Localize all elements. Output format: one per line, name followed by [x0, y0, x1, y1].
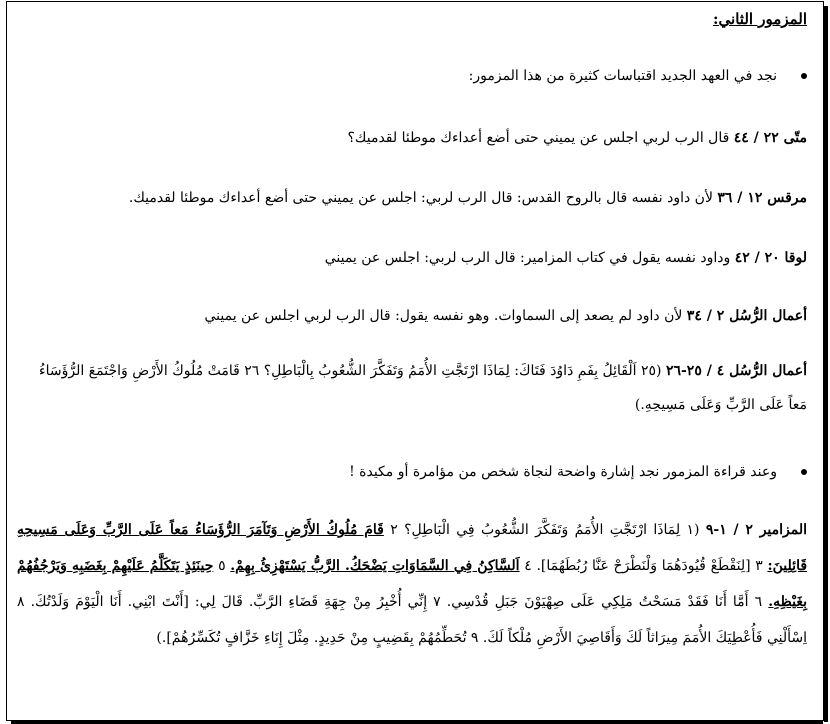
quote-text: قال الرب لربي اجلس عن يميني حتى أضع أعداءك موطئا لقدميك؟ [347, 130, 730, 146]
page-shadow-right [824, 6, 828, 722]
bullet-dot-icon [801, 73, 807, 79]
psalm-text-1: (١ لِمَاذَا ارْتَجَّتِ الأُمَمُ وَتَفَكَّرَ الشُّعُوبُ فِي الْبَاطِلِ؟ ٢ [390, 522, 700, 538]
quote-luke [17, 246, 807, 270]
psalm-text-3: ٥ [218, 558, 226, 574]
psalm-highlight-1: قَامَ مُلُوكُ الأَرْضِ وَتَآمَرَ الرُّؤَسَاءُ مَعاً عَلَى الرَّبِّ وَعَلَى مَسِيحِهِ قَائِلِينَ: [17, 522, 808, 574]
quote-ref: أعمال الرُّسُل ٤ / ٢٥-٢٦ [665, 363, 807, 379]
quote-matthew [17, 126, 807, 150]
document-page [6, 1, 824, 721]
bullet-item-quotes [469, 68, 807, 84]
quote-text: وداود نفسه يقول في كتاب المزامير: قال الرب لربي: اجلس عن يميني [324, 250, 731, 266]
psalm-2-passage [17, 512, 807, 656]
page-title: المزمور الثاني: [713, 10, 807, 28]
psalm-highlight-2: اَلسَّاكِنُ فِي السَّمَاوَاتِ يَضْحَكُ. الرَّبُّ يَسْتَهْزِئُ بِهِمْ. [230, 558, 520, 574]
quote-ref: متّى ٢٢ / ٤٤ [733, 130, 807, 146]
quote-text: (٢٥ اَلْقَائِلُ بِفَمِ دَاوُدَ فَتَاكَ: لِمَاذَا ارْتَجَّتِ الأُمَمُ وَتَفَكَّرَ الشُّعُوبُ بِالْبَاطِلِ؟ ٢٦ قَامَتْ مُلُوكُ الأَرْضِ وَاجْتَمَعَ الرُّؤَسَاءُ مَعاً عَلَى الرَّبِّ وَعَلَى مَسِيحِهِ.) [39, 363, 807, 413]
psalm-text-4: ٦ أَمَّا أَنَا فَقَدْ مَسَحْتُ مَلِكِي عَلَى صِهْيَوْنَ جَبَلِ قُدْسِي. ٧ إِنِّي أُخْبِرُ مِنْ جِهَةِ قَضَاءِ الرَّبِّ. قَالَ لِي: [أَنْتَ ابْنِي. أَنَا الْيَوْمَ وَلَدْتُكَ. ٨ اِسْأَلْنِي فَأُعْطِيَكَ الأُمَمَ مِيرَاثاً لَكَ وَأَقَاصِيَ الأَرْضِ مُلْكاً لَكَ. ٩ تُحَطِّمُهُمْ بِقَضِيبٍ مِنْ حَدِيدٍ. مِثْلَ إِنَاءِ خَزَّافٍ تُكَسِّرُهُمْ].) [17, 594, 807, 646]
document-content [7, 2, 823, 720]
bullet-dot-icon [801, 469, 807, 475]
quote-acts-2 [17, 304, 807, 328]
quote-ref: لوقا ٢٠ / ٤٢ [734, 250, 807, 266]
bullet-text: نجد في العهد الجديد اقتباسات كثيرة من هذا المزمور: [468, 68, 777, 84]
bullet-text: وعند قراءة المزمور نجد إشارة واضحة لنجاة شخص من مؤامرة أو مكيدة ! [349, 464, 777, 480]
psalm-highlight-3: حِينَئِذٍ يَتَكَلَّمُ عَلَيْهِمْ بِغَضَبِهِ وَيَرْجُفُهُمْ بِغَيْظِهِ. [17, 558, 807, 610]
quote-acts-4 [17, 354, 807, 422]
quote-ref: أعمال الرُّسُل ٢ / ٣٤ [686, 308, 807, 324]
quote-text: لأن داود لم يصعد إلى السماوات. وهو نفسه يقول: قال الرب لربي اجلس عن يميني [204, 308, 683, 324]
quote-ref: مرقس ١٢ / ٣٦ [717, 190, 807, 206]
quote-mark [17, 186, 807, 210]
quote-text: لأن داود نفسه قال بالروح القدس: قال الرب لربي: اجلس عن يميني حتى أضع أعداءك موطئا لقدميك. [128, 190, 713, 206]
psalm-text-2: ٣ [لِنَقْطَعْ قُيُودَهُمَا وَلْنَطْرَحْ عَنَّا رُبُطَهُمَا]. ٤ [524, 558, 763, 574]
bullet-item-conspiracy [349, 464, 807, 480]
psalm-ref: المزامير ٢ / ١-٩ [705, 522, 808, 538]
